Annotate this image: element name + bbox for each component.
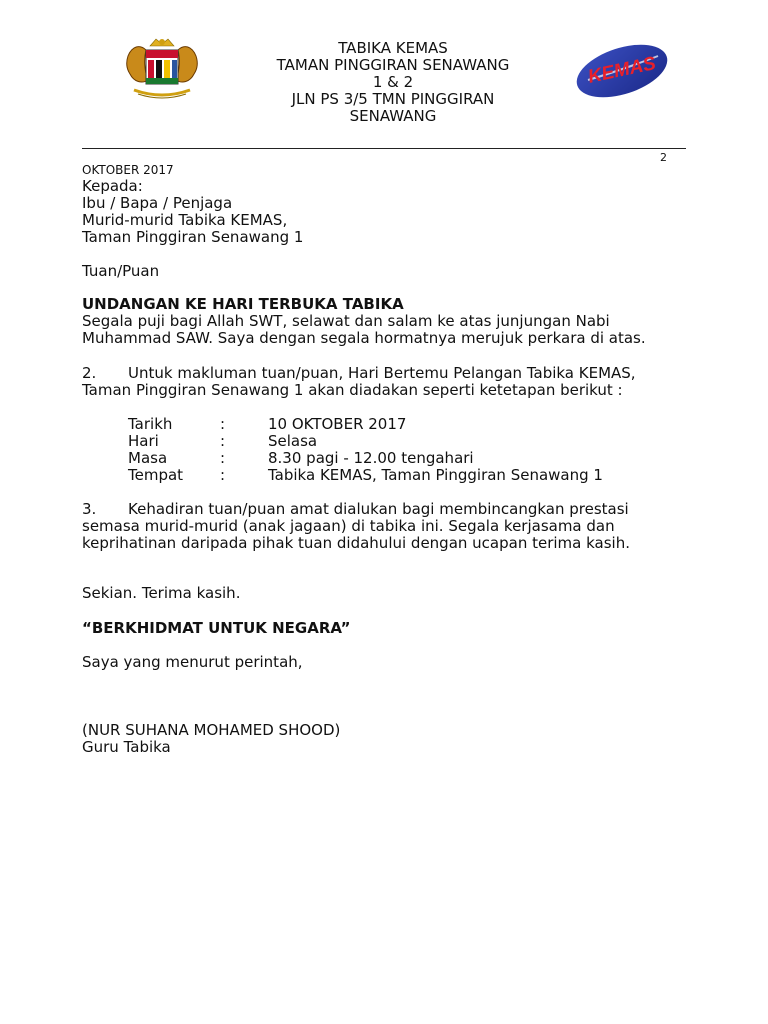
page-number: 2	[660, 151, 667, 164]
signatory-name: (NUR SUHANA MOHAMED SHOOD)	[82, 721, 341, 739]
detail-value: Tabika KEMAS, Taman Pinggiran Senawang 1	[268, 466, 603, 484]
detail-row-masa	[0, 450, 768, 467]
paragraph-3-number: 3.	[82, 500, 97, 518]
letterhead-line: SENAWANG	[349, 107, 437, 125]
recipient-line: Taman Pinggiran Senawang 1	[82, 228, 304, 246]
detail-label: Hari	[128, 432, 159, 450]
detail-label: Masa	[128, 449, 168, 467]
header-divider	[82, 148, 686, 149]
recipient-line: Murid-murid Tabika KEMAS,	[82, 211, 288, 229]
motto: “BERKHIDMAT UNTUK NEGARA”	[82, 619, 351, 637]
detail-label: Tarikh	[128, 415, 173, 433]
letterhead-line: TABIKA KEMAS	[338, 39, 448, 57]
detail-row-tarikh	[0, 416, 768, 433]
detail-separator: :	[220, 466, 226, 484]
paragraph-2-number: 2.	[82, 364, 97, 382]
logo-text: KEMAS	[586, 53, 658, 88]
kemas-logo-icon	[570, 40, 674, 102]
letterhead-line: TAMAN PINGGIRAN SENAWANG	[276, 56, 510, 74]
detail-value: 8.30 pagi - 12.00 tengahari	[268, 449, 474, 467]
salutation: Tuan/Puan	[82, 262, 160, 280]
closing: Sekian. Terima kasih.	[82, 584, 241, 602]
sign-off: Saya yang menurut perintah,	[82, 653, 303, 671]
detail-value: Selasa	[268, 432, 318, 450]
paragraph-1-line: Segala puji bagi Allah SWT, selawat dan salam ke atas junjungan Nabi	[82, 312, 610, 330]
letterhead-line: JLN PS 3/5 TMN PINGGIRAN	[291, 90, 495, 108]
detail-separator: :	[220, 449, 226, 467]
to-label: Kepada:	[82, 177, 143, 195]
detail-separator: :	[220, 415, 226, 433]
paragraph-3-line: semasa murid-murid (anak jagaan) di tabika ini. Segala kerjasama dan	[82, 517, 615, 535]
detail-separator: :	[220, 432, 226, 450]
paragraph-3-line: keprihatinan daripada pihak tuan didahului dengan ucapan terima kasih.	[82, 534, 630, 552]
detail-label: Tempat	[128, 466, 184, 484]
detail-row-hari	[0, 433, 768, 450]
detail-value: 10 OKTOBER 2017	[268, 415, 407, 433]
letterhead-line: 1 & 2	[372, 73, 414, 91]
letterhead-address	[220, 40, 566, 125]
paragraph-2-line: Untuk makluman tuan/puan, Hari Bertemu Pelangan Tabika KEMAS,	[128, 364, 636, 382]
letter-subject: UNDANGAN KE HARI TERBUKA TABIKA	[82, 295, 404, 313]
signatory-title: Guru Tabika	[82, 738, 171, 756]
coat-of-arms-icon	[120, 36, 204, 102]
paragraph-3-line: Kehadiran tuan/puan amat dialukan bagi membincangkan prestasi	[128, 500, 629, 518]
paragraph-1-line: Muhammad SAW. Saya dengan segala hormatnya merujuk perkara di atas.	[82, 329, 646, 347]
recipient-line: Ibu / Bapa / Penjaga	[82, 194, 233, 212]
detail-row-tempat	[0, 467, 768, 484]
letter-date: OKTOBER 2017	[82, 163, 174, 177]
paragraph-2-line: Taman Pinggiran Senawang 1 akan diadakan seperti ketetapan berikut :	[82, 381, 623, 399]
